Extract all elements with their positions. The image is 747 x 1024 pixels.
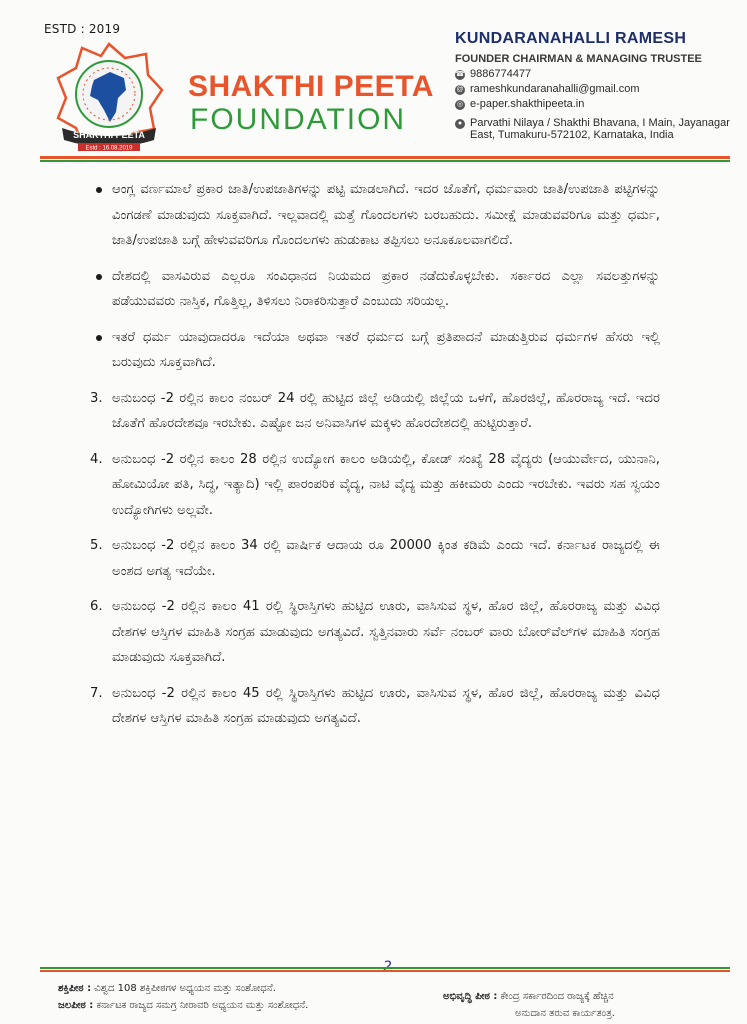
foundation-logo bbox=[54, 42, 164, 152]
footer-rule-orange bbox=[40, 970, 730, 972]
bullet-text: ಇತರೆ ಧರ್ಮ ಯಾವುದಾದರೂ ಇದೆಯಾ ಅಥವಾ ಇತರೆ ಧರ್ಮದ ಬಗ್ಗೆ ಪ್ರತಿಪಾದನೆ ಮಾಡುತ್ತಿರುವ ಧರ್ಮಗಳ ಹೆಸರು ಇಲ್ಲಿ ಬರುವುದು ಸೂಕ್ತವಾಗಿದೆ. bbox=[112, 329, 660, 370]
footer-abhivruddhi-text-2: ಅನುದಾನ ತರುವ ಕಾರ್ಯತಂತ್ರ. bbox=[515, 1008, 615, 1019]
website-link[interactable]: e-paper.shakthipeeta.in bbox=[470, 98, 585, 110]
numbered-item bbox=[90, 594, 660, 671]
numbered-item bbox=[90, 447, 660, 524]
org-name: SHAKTHI PEETA bbox=[188, 70, 434, 103]
footer-right bbox=[443, 988, 615, 1022]
item-text: ಅನುಬಂಧ -2 ರಲ್ಲಿನ ಕಾಲಂ 45 ರಲ್ಲಿ ಸ್ಥಿರಾಸ್ತಿಗಳು ಹುಟ್ಟಿದ ಊರು, ವಾಸಿಸುವ ಸ್ಥಳ, ಹೊರ ಜಿಲ್ಲೆ, ಹೊರರಾಜ್ಯ ಮತ್ತು ವಿವಿಧ ದೇಶಗಳ ಆಸ್ತಿಗಳ ಮಾಹಿತಿ ಸಂಗ್ರಹ ಮಾಡುವುದು ಅಗತ್ಯವಿದೆ. bbox=[112, 685, 660, 726]
numbered-item bbox=[90, 533, 660, 584]
item-number: 5. bbox=[90, 538, 103, 553]
item-text: ಅನುಬಂಧ -2 ರಲ್ಲಿನ ಕಾಲಂ ನಂಬರ್ 24 ರಲ್ಲಿ ಹುಟ್ಟಿದ ಜಿಲ್ಲೆ ಅಡಿಯಲ್ಲಿ ಜಿಲ್ಲೆಯ ಒಳಗೆ, ಹೊರಜಿಲ್ಲೆ, ಹೊರರಾಜ್ಯ ಇದೆ. ಇದರ ಜೊತೆಗೆ ಹೊರದೇಶವೂ ಇರಬೇಕು. ಎಷ್ಟೋ ಜನ ಅನಿವಾಸಿಗಳ ಮಕ್ಕಳು ಹೊರದೇಶದಲ್ಲಿ ಹುಟ್ಟಿರುತ್ತಾರೆ. bbox=[112, 390, 660, 431]
footer-left bbox=[58, 980, 308, 1014]
item-number: 7. bbox=[90, 685, 103, 701]
numbered-item bbox=[90, 386, 660, 437]
phone-line bbox=[455, 68, 740, 80]
contact-role: FOUNDER CHAIRMAN & MANAGING TRUSTEE bbox=[455, 53, 702, 65]
estd-label: ESTD : 2019 bbox=[44, 22, 121, 36]
footer-shakthipeeta-label: ಶಕ್ತಿಪೀಠ : bbox=[58, 983, 92, 994]
numbered-item bbox=[90, 681, 660, 732]
item-text: ಅನುಬಂಧ -2 ರಲ್ಲಿನ ಕಾಲಂ 28 ರಲ್ಲಿನ ಉದ್ಯೋಗ ಕಾಲಂ ಅಡಿಯಲ್ಲಿ, ಕೋಡ್ ಸಂಖ್ಯೆ 28 ವೈದ್ಯರು (ಆಯುರ್ವೇದ, ಯುನಾನಿ, ಹೋಮಿಯೋ ಪತಿ, ಸಿದ್ಧ, ಇತ್ಯಾದಿ) ಇಲ್ಲಿ ಪಾರಂಪರಿಕ ವೈದ್ಯ, ನಾಟಿ ವೈದ್ಯ ಮತ್ತು ಹಕೀಮರು ಎಂದು ಇರಬೇಕು. ಇವರು ಸಹ ಸ್ವಯಂ ಉದ್ಯೋಗಿಗಳು ಅಲ್ಲವೇ. bbox=[112, 451, 660, 518]
header-rule-green bbox=[40, 160, 730, 162]
footer-rule-green bbox=[40, 967, 730, 969]
logo-date: Estd : 16.08.2019 bbox=[85, 145, 133, 152]
item-text: ಅನುಬಂಧ -2 ರಲ್ಲಿನ ಕಾಲಂ 34 ರಲ್ಲಿ ವಾರ್ಷಿಕ ಆದಾಯ ರೂ 20000 ಕ್ಕಿಂತ ಕಡಿಮೆ ಎಂದು ಇದೆ. ಕರ್ನಾಟಕ ರಾಜ್ಯದಲ್ಲಿ ಈ ಅಂಶದ ಅಗತ್ಯ ಇದೆಯೇ. bbox=[112, 538, 660, 579]
footer-abhivruddhi-text-1: ಕೇಂದ್ರ ಸರ್ಕಾರದಿಂದ ರಾಜ್ಯಕ್ಕೆ ಹೆಚ್ಚಿನ bbox=[500, 991, 614, 1002]
item-number: 3. bbox=[90, 390, 103, 406]
footer-jalapeeta-label: ಜಲಪೀಠ : bbox=[58, 1000, 94, 1011]
address-line bbox=[455, 117, 740, 141]
email-address[interactable]: rameshkundaranahalli@gmail.com bbox=[470, 83, 640, 95]
location-icon: ● bbox=[455, 119, 465, 129]
phone-number[interactable]: 9886774477 bbox=[470, 68, 532, 80]
bullet-item bbox=[112, 264, 660, 315]
bullet-dot-icon bbox=[96, 274, 102, 280]
item-number: 6. bbox=[90, 599, 103, 614]
email-icon: @ bbox=[456, 86, 464, 93]
email-line bbox=[455, 83, 740, 95]
phone-icon: ☎ bbox=[455, 71, 465, 78]
web-line bbox=[455, 98, 740, 110]
bullet-text: ದೇಶದಲ್ಲಿ ವಾಸವಿರುವ ಎಲ್ಲರೂ ಸಂವಿಧಾನದ ನಿಯಮದ ಪ್ರಕಾರ ನಡೆದುಕೊಳ್ಳಬೇಕು. ಸರ್ಕಾರದ ಎಲ್ಲಾ ಸವಲತ್ತುಗಳನ್ನು ಪಡೆಯುವವರು ನಾಸ್ತಿಕ, ಗೊತ್ತಿಲ್ಲ, ತಿಳಿಸಲು ನಿರಾಕರಿಸುತ್ತಾರೆ ಎಂಬುದು ಸರಿಯಲ್ಲ. bbox=[112, 268, 660, 309]
header-rule-orange bbox=[40, 156, 730, 159]
address-text: Parvathi Nilaya / Shakthi Bhavana, I Main, Jayanagar East, Tumakuru-572102, Karnataka, India bbox=[470, 117, 730, 141]
logo-ring-text: SHAKTHI PEETA bbox=[73, 130, 145, 140]
footer-abhivruddhi-label: ಅಭಿವೃದ್ಧಿ ಪೀಠ : bbox=[443, 991, 498, 1002]
item-number: 4. bbox=[90, 451, 103, 467]
bullet-text: ಆಂಗ್ಲ ವರ್ಣಮಾಲೆ ಪ್ರಕಾರ ಜಾತಿ/ಉಪಜಾತಿಗಳನ್ನು ಪಟ್ಟಿ ಮಾಡಲಾಗಿದೆ. ಇದರ ಜೊತೆಗೆ, ಧರ್ಮವಾರು ಜಾತಿ/ಉಪಜಾತಿ ಪಟ್ಟಿಗಳನ್ನು ವಿಂಗಡಣೆ ಮಾಡುವುದು ಸೂಕ್ತವಾಗಿದೆ. ಇಲ್ಲವಾದಲ್ಲಿ ಮತ್ತೆ ಗೊಂದಲಗಳು ಬರಬಹುದು. ಸಮೀಕ್ಷೆ ಮಾಡುವವರಿಗೂ ಮತ್ತು ಧರ್ಮ, ಜಾತಿ/ಉಪಜಾತಿ ಬಗ್ಗೆ ಹೇಳುವವರಿಗೂ ಗೊಂದಲಗಳು ಹುಡುಕಾಟ ತಪ್ಪಿಸಲು ಅನೂಕೂಲವಾಗಲಿದೆ. bbox=[112, 182, 660, 248]
bullet-dot-icon bbox=[96, 187, 102, 193]
org-subtitle: FOUNDATION bbox=[190, 103, 407, 136]
contact-name: KUNDARANAHALLI RAMESH bbox=[455, 30, 687, 47]
footer-shakthipeeta-text: ವಿಶ್ವದ 108 ಶಕ್ತಿಪೀಠಗಳ ಅಧ್ಯಯನ ಮತ್ತು ಸಂಶೋಧನೆ. bbox=[94, 983, 276, 994]
bullet-item bbox=[112, 177, 660, 254]
footer-jalapeeta-text: ಕರ್ನಾಟಕ ರಾಜ್ಯದ ಸಮಗ್ರ ನೀರಾವರಿ ಅಧ್ಯಯನ ಮತ್ತು ಸಂಶೋಧನೆ. bbox=[96, 1000, 309, 1011]
globe-icon: ◎ bbox=[456, 101, 464, 108]
contact-block bbox=[455, 30, 740, 141]
bullet-dot-icon bbox=[96, 335, 102, 341]
item-text: ಅನುಬಂಧ -2 ರಲ್ಲಿನ ಕಾಲಂ 41 ರಲ್ಲಿ ಸ್ಥಿರಾಸ್ತಿಗಳು ಹುಟ್ಟಿದ ಊರು, ವಾಸಿಸುವ ಸ್ಥಳ, ಹೊರ ಜಿಲ್ಲೆ, ಹೊರರಾಜ್ಯ ಮತ್ತು ವಿವಿಧ ದೇಶಗಳ ಆಸ್ತಿಗಳ ಮಾಹಿತಿ ಸಂಗ್ರಹ ಮಾಡುವುದು ಅಗತ್ಯವಿದೆ. ಸ್ವತ್ತಿನವಾರು ಸರ್ವೆ ನಂಬರ್ ವಾರು ಬೋರ್‌ವೆಲ್‌ಗಳ ಮಾಹಿತಿ ಸಂಗ್ರಹ ಮಾಡುವುದು ಸೂಕ್ತವಾಗಿದೆ. bbox=[112, 599, 660, 665]
bullet-item bbox=[112, 325, 660, 376]
letter-body bbox=[90, 177, 660, 742]
